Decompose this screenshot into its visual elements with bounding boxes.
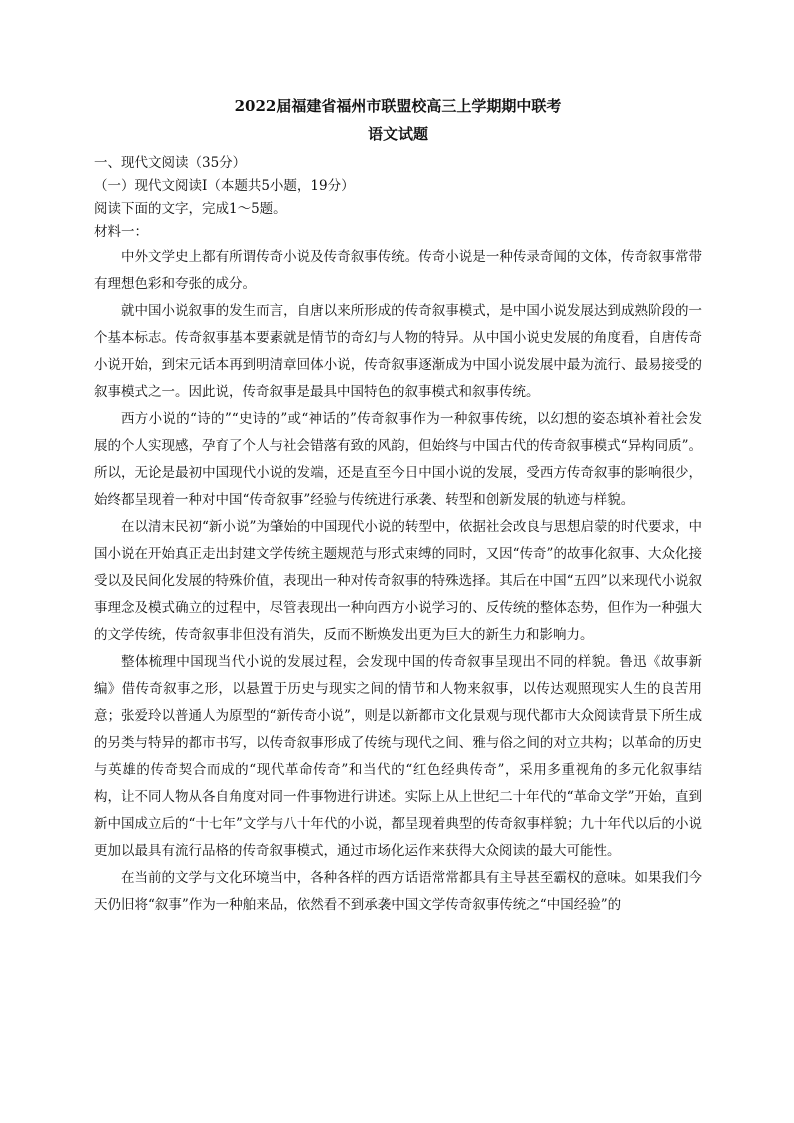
- body-paragraph: 就中国小说叙事的发生而言，自唐以来所形成的传奇叙事模式，是中国小说发展达到成熟阶段的一个基本标志。传奇叙事基本要素就是情节的奇幻与人物的特异。从中国小说史发展的角度看，自唐传奇小说开始，到宋元话本再到明清章回体小说，传奇叙事逐渐成为中国小说发展中最为流行、最易接受的叙事模式之一。因此说，传奇叙事是最具中国特色的叙事模式和叙事传统。: [94, 303, 702, 400]
- body-paragraph: 在以清末民初“新小说”为肇始的中国现代小说的转型中，依据社会改良与思想启蒙的时代要求，中国小说在开始真正走出封建文学传统主题规范与形式束缚的同时，又因“传奇”的故事化叙事、大众化接受以及民间化发展的特殊价值，表现出一种对传奇叙事的特殊选择。其后在中国“五四”以来现代小说叙事理念及模式确立的过程中，尽管表现出一种向西方小说学习的、反传统的整体态势，但作为一种强大的文学传统，传奇叙事非但没有消失，反而不断焕发出更为巨大的新生力和影响力。: [94, 519, 702, 643]
- material-label: 材料一：: [94, 224, 148, 240]
- section-subheading: （一）现代文阅读Ⅰ（本题共5小题，19分）: [94, 178, 355, 194]
- document-subtitle: 语文试题: [367, 125, 428, 143]
- body-paragraph: 西方小说的“诗的”“史诗的”或“神话的”传奇叙事作为一种叙事传统，以幻想的姿态填补着社会发展的个人实现感，孕育了个人与社会错落有致的风韵，但始终与中国古代的传奇叙事模式“异构同质”。所以，无论是最初中国现代小说的发端，还是直至今日中国小说的发展，受西方传奇叙事的影响很少，始终都呈现着一种对中国“传奇叙事”经验与传统进行承袭、转型和创新发展的轨迹与样貌。: [94, 411, 702, 508]
- body-paragraph: 中外文学史上都有所谓传奇小说及传奇叙事传统。传奇小说是一种传录奇闻的文体，传奇叙事常带有理想色彩和夸张的成分。: [94, 249, 702, 292]
- reading-instruction: 阅读下面的文字，完成1～5题。: [94, 201, 287, 217]
- body-paragraph: 在当前的文学与文化环境当中，各种各样的西方话语常常都具有主导甚至霸权的意味。如果我们今天仍旧将“叙事”作为一种舶来品，依然看不到承袭中国文学传奇叙事传统之“中国经验”的: [94, 870, 702, 913]
- body-paragraph: 整体梳理中国现当代小说的发展过程，会发现中国的传奇叙事呈现出不同的样貌。鲁迅《故事新编》借传奇叙事之形，以悬置于历史与现实之间的情节和人物来叙事，以传达观照现实人生的良苦用意；张爱玲以普通人为原型的“新传奇小说”，则是以新都市文化景观与现代都市大众阅读背景下所生成的另类与特异的都市书写，以传奇叙事形成了传统与现代之间、雅与俗之间的对立共构；以革命的历史与英雄的传奇契合而成的“现代革命传奇”和当代的“红色经典传奇”，采用多重视角的多元化叙事结构，让不同人物从各自角度对同一件事物进行讲述。实际上从上世纪二十年代的“革命文学”开始，直到新中国成立后的“十七年”文学与八十年代的小说，都呈现着典型的传奇叙事样貌；九十年代以后的小说更加以最具有流行品格的传奇叙事模式，通过市场化运作来获得大众阅读的最大可能性。: [94, 654, 702, 859]
- document-title: 2022届福建省福州市联盟校高三上学期期中联考: [234, 97, 562, 115]
- section-heading: 一、现代文阅读（35分）: [94, 155, 247, 171]
- document-page: [94, 96, 702, 919]
